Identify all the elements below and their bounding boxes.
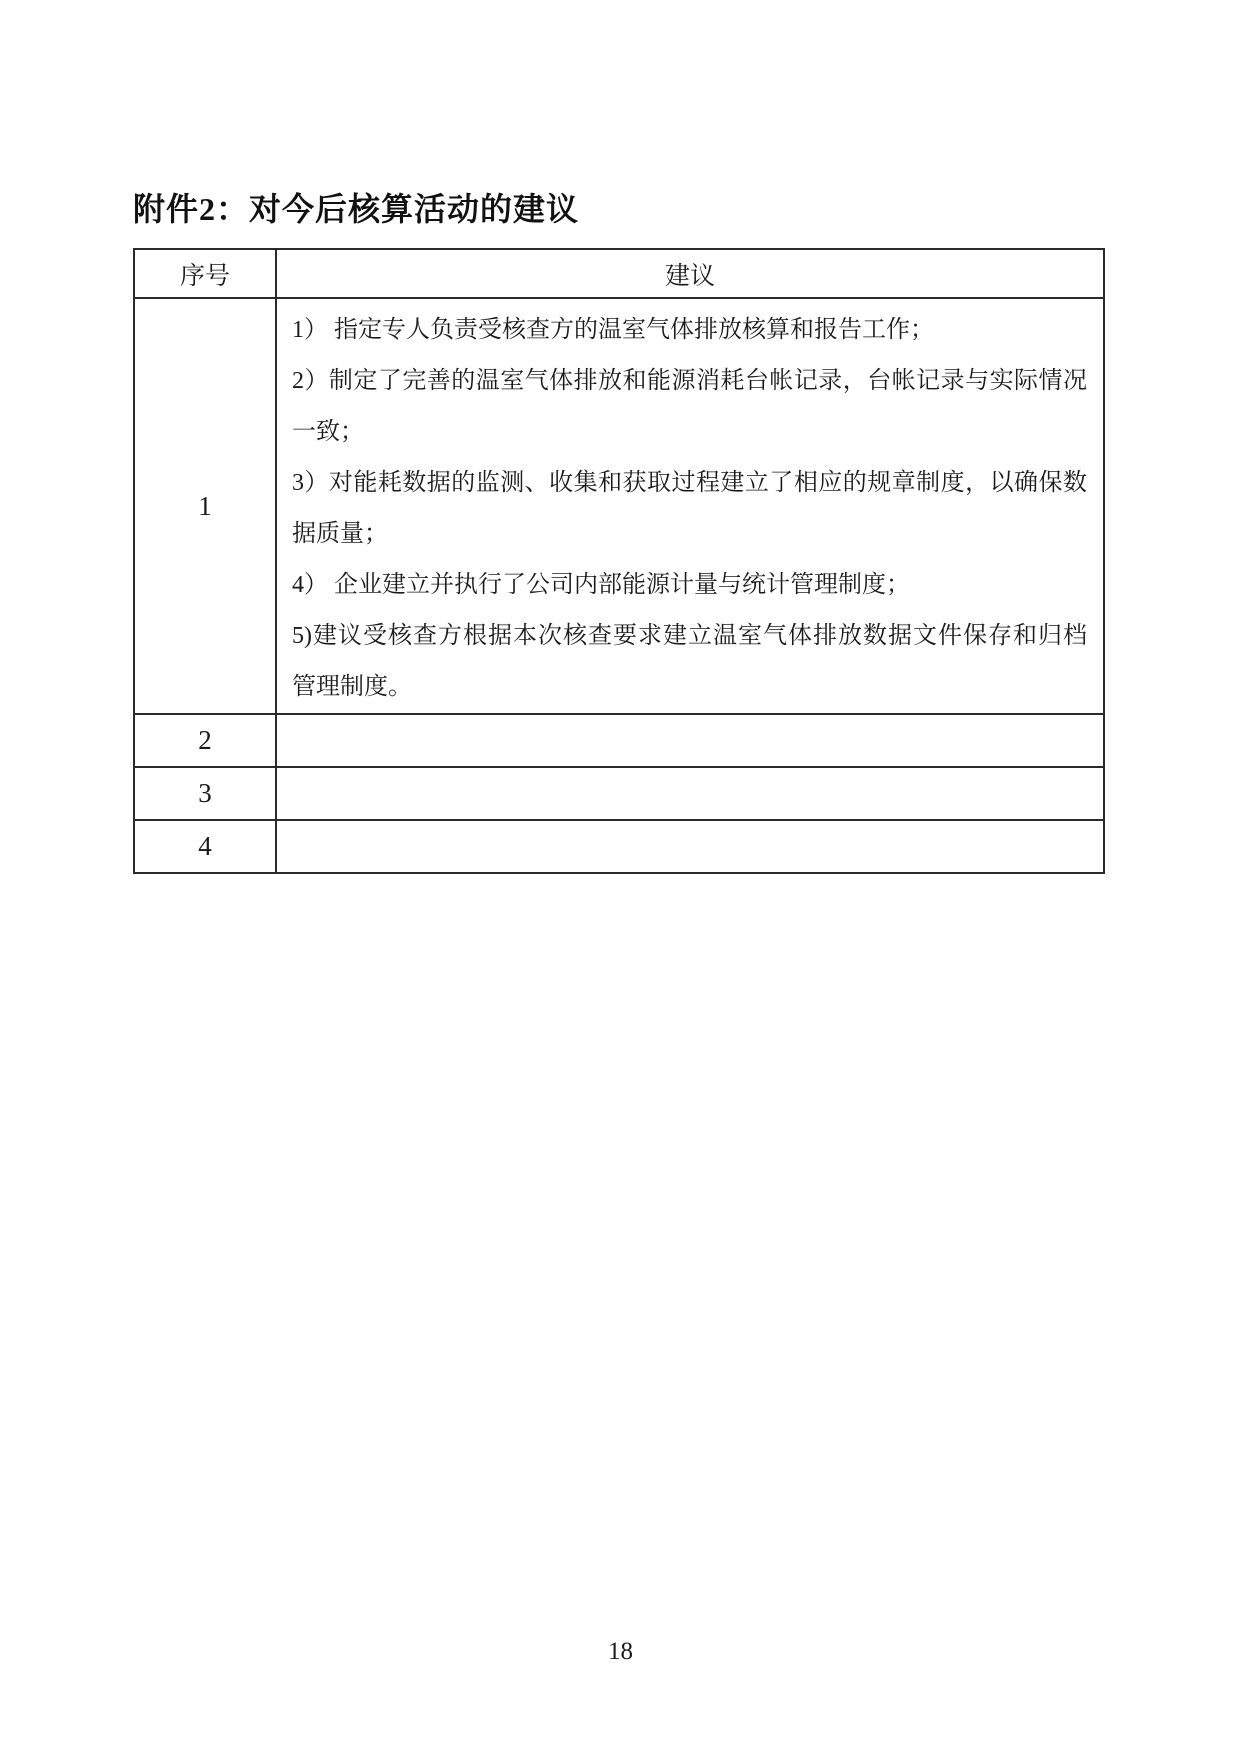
col-header-suggestion: 建议 xyxy=(276,249,1104,298)
table-row-3 xyxy=(134,767,1104,820)
row-index: 1 xyxy=(134,298,276,714)
suggestion-line: 一致； xyxy=(292,419,364,445)
suggestions-table xyxy=(133,248,1105,874)
suggestion-line: 据质量； xyxy=(292,521,388,547)
empty-suggestion-cell xyxy=(276,820,1104,873)
suggestion-line: 3）对能耗数据的监测、收集和获取过程建立了相应的规章制度，以确保数 xyxy=(292,470,1087,496)
suggestion-line: 5)建议受核查方根据本次核查要求建立温室气体排放数据文件保存和归档 xyxy=(292,623,1087,649)
table-row-4 xyxy=(134,820,1104,873)
suggestion-line: 4） 企业建立并执行了公司内部能源计量与统计管理制度； xyxy=(292,572,910,598)
row-index: 3 xyxy=(134,767,276,820)
suggestion-line: 2）制定了完善的温室气体排放和能源消耗台帐记录，台帐记录与实际情况 xyxy=(292,368,1087,394)
empty-suggestion-cell xyxy=(276,714,1104,767)
row-index: 2 xyxy=(134,714,276,767)
col-header-index: 序号 xyxy=(134,249,276,298)
table-row-1 xyxy=(134,298,1104,714)
suggestion-cell xyxy=(276,298,1104,714)
page-number: 18 xyxy=(608,1638,633,1665)
table-row-2 xyxy=(134,714,1104,767)
suggestion-line: 管理制度。 xyxy=(292,674,412,700)
suggestion-line: 1） 指定专人负责受核查方的温室气体排放核算和报告工作； xyxy=(292,317,934,343)
attachment-title: 附件2：对今后核算活动的建议 xyxy=(133,191,580,227)
empty-suggestion-cell xyxy=(276,767,1104,820)
table-header-row xyxy=(134,249,1104,298)
row-index: 4 xyxy=(134,820,276,873)
